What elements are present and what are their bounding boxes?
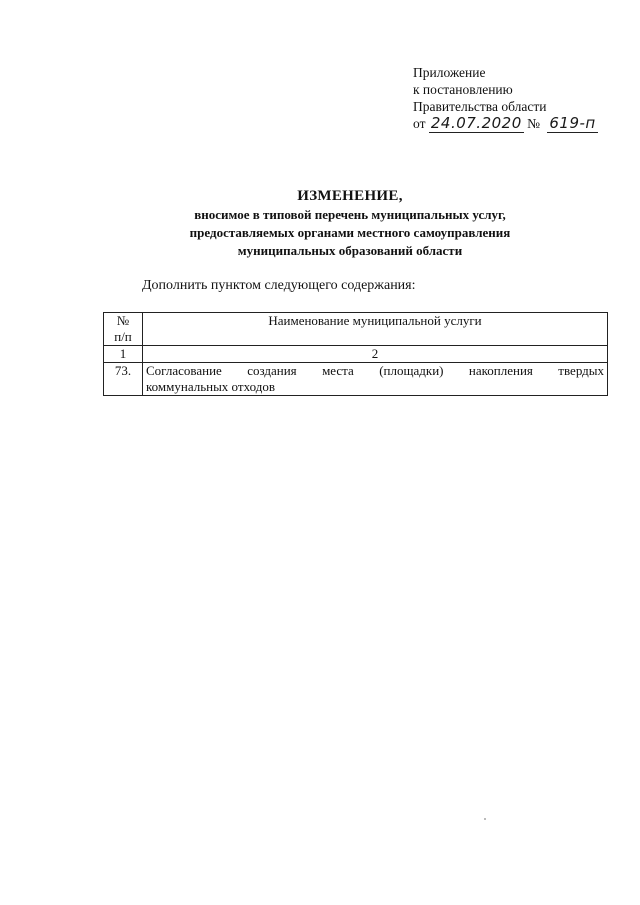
appendix-block: [413, 64, 598, 133]
table-index-row: [104, 346, 608, 363]
number-sign: №: [527, 116, 541, 131]
date-prefix: от: [413, 116, 426, 131]
title-line-2: предоставляемых органами местного самоуправления: [189, 225, 511, 240]
appendix-line-2: к постановлению: [413, 82, 513, 97]
appendix-line-3: Правительства области: [413, 99, 547, 114]
row-num-cell: 73.: [104, 363, 143, 396]
row-name-line-1: Согласование создания места (площадки) накопления твердых: [146, 363, 604, 378]
table-row: [104, 363, 608, 396]
header-name-cell: Наименование муниципальной услуги: [143, 313, 608, 346]
title-main: ИЗМЕНЕНИЕ,: [297, 188, 403, 204]
appendix-line-1: Приложение: [413, 65, 486, 80]
appendix-date-line: [413, 115, 598, 133]
row-name-cell: [143, 363, 608, 396]
row-name-line-2: коммунальных отходов: [146, 379, 275, 394]
header-num-line-2: п/п: [114, 329, 132, 344]
title-line-1: вносимое в типовой перечень муниципальных услуг,: [194, 207, 506, 222]
index-cell-1: 1: [104, 346, 143, 363]
handwritten-number: 619-п: [549, 114, 596, 132]
index-cell-2: 2: [143, 346, 608, 363]
title-line-3: муниципальных образований области: [237, 243, 463, 258]
header-num-cell: [104, 313, 143, 346]
services-table: [103, 312, 608, 396]
intro-text: Дополнить пунктом следующего содержания:: [142, 278, 416, 293]
scan-speck: [484, 818, 486, 820]
table-header-row: [104, 313, 608, 346]
document-title: [100, 186, 600, 260]
handwritten-date: 24.07.2020: [430, 114, 522, 132]
header-num-line-1: №: [116, 313, 130, 328]
